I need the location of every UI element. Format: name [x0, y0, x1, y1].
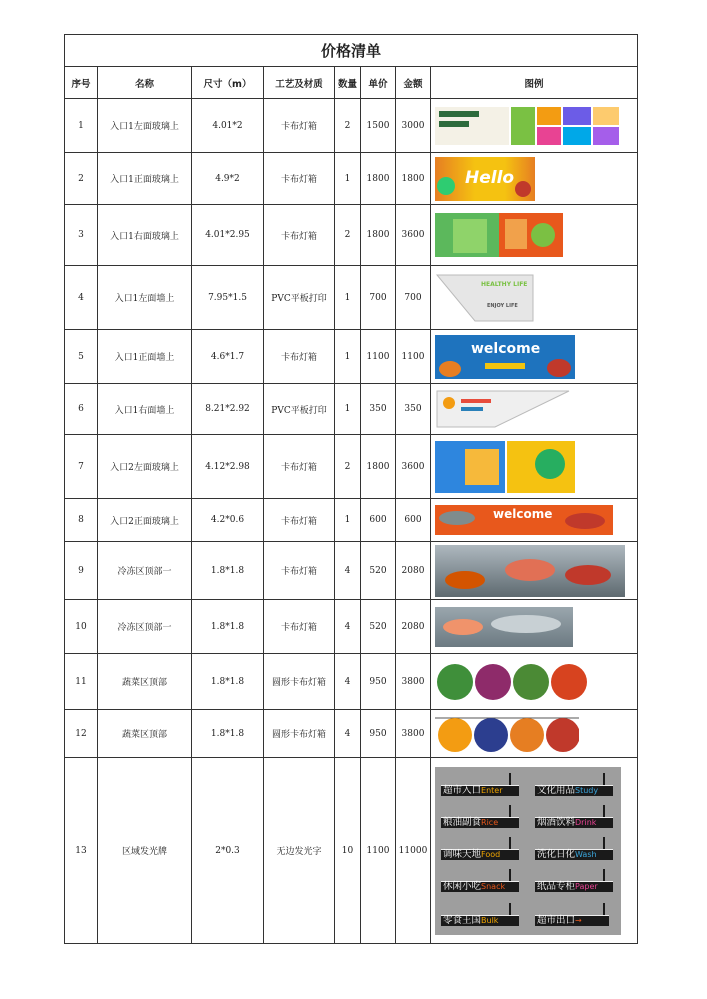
- table-row: [65, 153, 638, 205]
- welcome-blue-banner-image: [435, 335, 575, 379]
- vegetable-circles-image: [435, 662, 591, 702]
- sign-cn-label: 纸品专柜: [537, 880, 576, 892]
- promo-grid-image: [435, 103, 621, 149]
- item-name: 区域发光牌: [98, 758, 192, 944]
- item-size: 4.6*1.7: [192, 330, 264, 384]
- row-number: 13: [65, 758, 98, 944]
- item-size: 4.9*2: [192, 153, 264, 205]
- item-illustration: [431, 153, 638, 205]
- item-amount: 3600: [396, 435, 431, 499]
- item-amount: 3800: [396, 654, 431, 710]
- sign-en-label: Rice: [481, 817, 499, 827]
- header-price: 单价: [361, 67, 396, 99]
- item-size: 1.8*1.8: [192, 600, 264, 654]
- item-quantity: 1: [335, 384, 361, 435]
- fish-banner-image: [435, 607, 573, 647]
- row-number: 8: [65, 499, 98, 542]
- row-number: 6: [65, 384, 98, 435]
- sign-en-label: Paper: [575, 881, 598, 891]
- item-amount: 1100: [396, 330, 431, 384]
- row-number: 3: [65, 205, 98, 266]
- table-row: [65, 330, 638, 384]
- price-table: [64, 34, 638, 944]
- table-row: [65, 542, 638, 600]
- item-unit-price: 1800: [361, 205, 396, 266]
- item-illustration: [431, 499, 638, 542]
- item-unit-price: 950: [361, 710, 396, 758]
- item-size: 4.01*2: [192, 99, 264, 153]
- fruit-circles-image: [435, 714, 579, 754]
- sign-en-label: Food: [481, 849, 501, 859]
- item-size: 4.2*0.6: [192, 499, 264, 542]
- sign-cn-label: 洗化日化: [537, 848, 576, 860]
- item-illustration: [431, 710, 638, 758]
- table-row: [65, 710, 638, 758]
- item-unit-price: 700: [361, 266, 396, 330]
- sign-cn-label: 休闲小吃: [443, 880, 482, 892]
- region-sign: [535, 881, 613, 892]
- pennant-banner-image: [435, 389, 571, 429]
- item-quantity: 1: [335, 330, 361, 384]
- row-number: 2: [65, 153, 98, 205]
- header-amount: 金额: [396, 67, 431, 99]
- welcome-orange-text: welcome: [493, 507, 553, 521]
- table-row: [65, 435, 638, 499]
- item-quantity: 4: [335, 710, 361, 758]
- hello-banner-image: [435, 157, 535, 201]
- table-row: [65, 99, 638, 153]
- region-sign: [441, 785, 519, 796]
- sign-en-label: Snack: [481, 881, 506, 891]
- welcome-text: welcome: [471, 340, 541, 357]
- item-unit-price: 350: [361, 384, 396, 435]
- item-name: 入口1正面玻璃上: [98, 153, 192, 205]
- item-size: 4.01*2.95: [192, 205, 264, 266]
- item-name: 蔬菜区顶部: [98, 710, 192, 758]
- welcome-orange-banner-image: [435, 505, 613, 535]
- item-unit-price: 520: [361, 542, 396, 600]
- item-unit-price: 520: [361, 600, 396, 654]
- food-panels-image: [435, 441, 575, 493]
- item-material: 卡布灯箱: [264, 99, 335, 153]
- item-amount: 11000: [396, 758, 431, 944]
- item-illustration: [431, 266, 638, 330]
- sign-en-label: Wash: [575, 849, 597, 859]
- row-number: 11: [65, 654, 98, 710]
- sign-en-label: Bulk: [481, 915, 499, 925]
- row-number: 4: [65, 266, 98, 330]
- hello-text: Hello: [465, 167, 515, 188]
- item-unit-price: 1100: [361, 758, 396, 944]
- sign-cn-label: 零食王国: [443, 914, 482, 926]
- item-amount: 350: [396, 384, 431, 435]
- item-unit-price: 1500: [361, 99, 396, 153]
- item-name: 入口1右面墙上: [98, 384, 192, 435]
- item-illustration: [431, 330, 638, 384]
- row-number: 5: [65, 330, 98, 384]
- header-material: 工艺及材质: [264, 67, 335, 99]
- item-quantity: 2: [335, 205, 361, 266]
- item-quantity: 1: [335, 266, 361, 330]
- table-row: [65, 384, 638, 435]
- header-qty: 数量: [335, 67, 361, 99]
- region-sign: [441, 817, 519, 828]
- healthy-life-text: HEALTHY LIFE: [481, 280, 528, 288]
- item-illustration: [431, 758, 638, 944]
- item-illustration: [431, 542, 638, 600]
- region-sign: [535, 785, 613, 796]
- header-image: 图例: [431, 67, 638, 99]
- item-amount: 2080: [396, 542, 431, 600]
- sign-cn-label: 调味天地: [443, 848, 482, 860]
- item-name: 入口1左面墙上: [98, 266, 192, 330]
- item-illustration: [431, 99, 638, 153]
- item-name: 冷冻区顶部一: [98, 542, 192, 600]
- seafood-banner-image: [435, 545, 625, 597]
- item-quantity: 1: [335, 499, 361, 542]
- item-amount: 700: [396, 266, 431, 330]
- table-row: [65, 205, 638, 266]
- table-title: 价格清单: [65, 35, 638, 67]
- sign-cn-label: 超市出口: [537, 914, 576, 926]
- region-sign: [441, 881, 519, 892]
- row-number: 10: [65, 600, 98, 654]
- row-number: 7: [65, 435, 98, 499]
- item-material: PVC平板打印: [264, 384, 335, 435]
- sign-cn-label: 文化用品: [537, 784, 576, 796]
- item-size: 2*0.3: [192, 758, 264, 944]
- healthy-life-pennant-image: [435, 273, 535, 323]
- item-amount: 3000: [396, 99, 431, 153]
- item-name: 入口2左面玻璃上: [98, 435, 192, 499]
- item-name: 蔬菜区顶部: [98, 654, 192, 710]
- item-quantity: 4: [335, 600, 361, 654]
- item-illustration: [431, 205, 638, 266]
- sign-cn-label: 粮油副食: [443, 816, 482, 828]
- item-material: 无边发光字: [264, 758, 335, 944]
- item-unit-price: 1100: [361, 330, 396, 384]
- item-quantity: 4: [335, 542, 361, 600]
- header-row: [65, 67, 638, 99]
- title-row: [65, 35, 638, 67]
- table-row: [65, 600, 638, 654]
- item-size: 8.21*2.92: [192, 384, 264, 435]
- signs-board-image: [435, 767, 621, 935]
- item-material: 卡布灯箱: [264, 435, 335, 499]
- header-name: 名称: [98, 67, 192, 99]
- table-row: [65, 499, 638, 542]
- item-illustration: [431, 384, 638, 435]
- service-banner-image: [435, 213, 563, 257]
- sign-cn-label: 烟酒饮料: [537, 816, 576, 828]
- item-size: 1.8*1.8: [192, 710, 264, 758]
- item-material: 卡布灯箱: [264, 330, 335, 384]
- item-amount: 2080: [396, 600, 431, 654]
- item-material: 卡布灯箱: [264, 542, 335, 600]
- region-sign: [441, 849, 519, 860]
- item-size: 4.12*2.98: [192, 435, 264, 499]
- price-list-sheet: [64, 34, 637, 945]
- item-quantity: 2: [335, 99, 361, 153]
- item-name: 入口1正面墙上: [98, 330, 192, 384]
- item-unit-price: 1800: [361, 435, 396, 499]
- header-size: 尺寸（m）: [192, 67, 264, 99]
- item-material: 卡布灯箱: [264, 205, 335, 266]
- item-quantity: 2: [335, 435, 361, 499]
- item-name: 入口1左面玻璃上: [98, 99, 192, 153]
- row-number: 1: [65, 99, 98, 153]
- item-unit-price: 1800: [361, 153, 396, 205]
- enjoy-life-text: ENJOY LIFE: [487, 302, 518, 309]
- table-row: [65, 758, 638, 944]
- sign-en-label: →: [575, 915, 582, 925]
- sign-en-label: Study: [575, 785, 599, 795]
- item-material: 圆形卡布灯箱: [264, 654, 335, 710]
- item-quantity: 1: [335, 153, 361, 205]
- item-amount: 3800: [396, 710, 431, 758]
- item-quantity: 10: [335, 758, 361, 944]
- item-material: 卡布灯箱: [264, 153, 335, 205]
- item-quantity: 4: [335, 654, 361, 710]
- item-illustration: [431, 654, 638, 710]
- table-row: [65, 266, 638, 330]
- item-unit-price: 600: [361, 499, 396, 542]
- item-material: PVC平板打印: [264, 266, 335, 330]
- item-size: 1.8*1.8: [192, 654, 264, 710]
- region-sign: [441, 915, 519, 926]
- item-material: 卡布灯箱: [264, 600, 335, 654]
- region-sign: [535, 849, 613, 860]
- item-amount: 600: [396, 499, 431, 542]
- item-illustration: [431, 600, 638, 654]
- item-name: 入口2正面玻璃上: [98, 499, 192, 542]
- region-sign: [535, 915, 609, 926]
- item-amount: 1800: [396, 153, 431, 205]
- row-number: 12: [65, 710, 98, 758]
- item-size: 1.8*1.8: [192, 542, 264, 600]
- item-name: 入口1右面玻璃上: [98, 205, 192, 266]
- table-row: [65, 654, 638, 710]
- header-no: 序号: [65, 67, 98, 99]
- sign-cn-label: 超市入口: [443, 784, 482, 796]
- item-material: 卡布灯箱: [264, 499, 335, 542]
- item-amount: 3600: [396, 205, 431, 266]
- sign-en-label: Drink: [575, 817, 597, 827]
- item-material: 圆形卡布灯箱: [264, 710, 335, 758]
- sign-en-label: Enter: [481, 785, 503, 795]
- region-sign: [535, 817, 613, 828]
- item-illustration: [431, 435, 638, 499]
- item-size: 7.95*1.5: [192, 266, 264, 330]
- row-number: 9: [65, 542, 98, 600]
- item-name: 冷冻区顶部一: [98, 600, 192, 654]
- item-unit-price: 950: [361, 654, 396, 710]
